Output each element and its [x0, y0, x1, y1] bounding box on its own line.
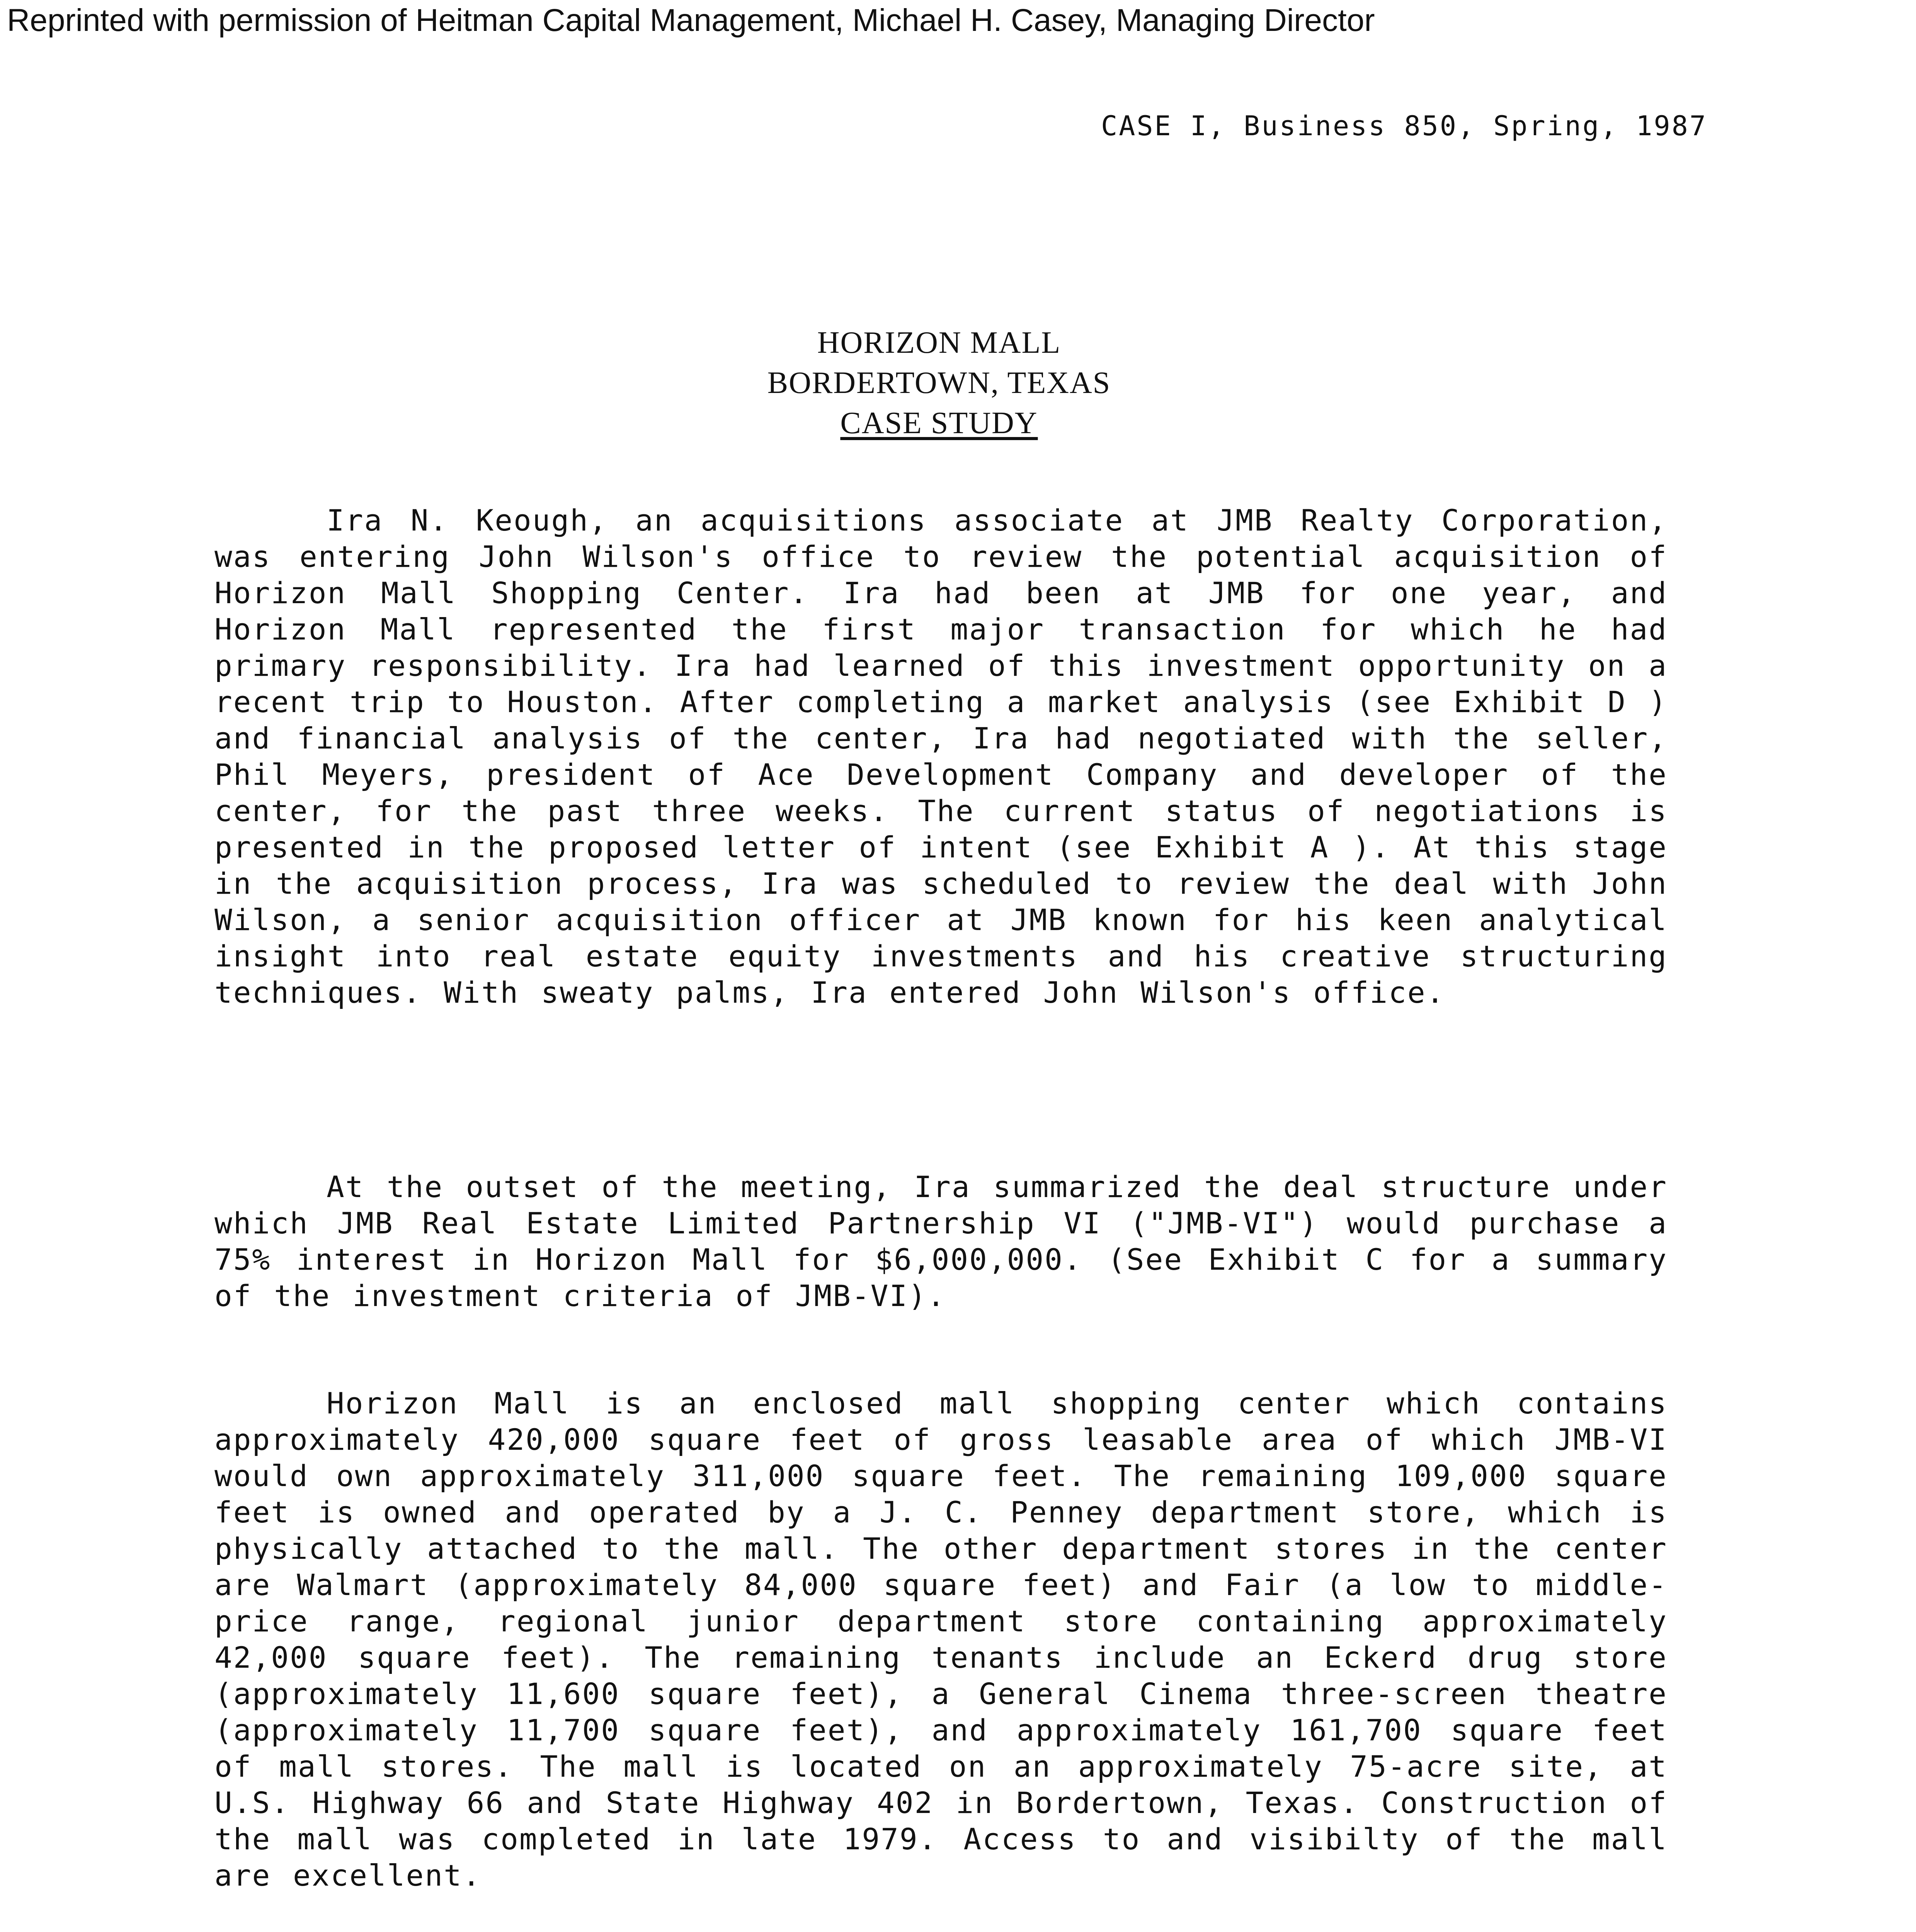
body-paragraph-2	[214, 1169, 1668, 1314]
permission-notice: Reprinted with permission of Heitman Capital Management, Michael H. Casey, Managing Director	[7, 3, 1375, 38]
paragraph-text: At the outset of the meeting, Ira summarized the deal structure under which JMB Real Estate Limited Partnership VI ("JMB-VI") would purchase a 75% interest in Horizon Mall for $6,000,000. (See Exhibit C for a summary of the investment criteria of JMB-VI).	[214, 1170, 1668, 1313]
case-header: CASE I, Business 850, Spring, 1987	[1101, 110, 1707, 142]
paragraph-text: Ira N. Keough, an acquisitions associate at JMB Realty Corporation, was entering John Wilson's office to review the potential acquisition of Horizon Mall Shopping Center. Ira had been at JMB for one year, and Horizon Mall represented the first major transaction for which he had primary responsibility. Ira had learned of this investment opportunity on a recent trip to Houston. After completing a market analysis (see Exhibit D ) and financial analysis of the center, Ira had negotiated with the seller, Phil Meyers, president of Ace Development Company and developer of the center, for the past three weeks. The current status of negotiations is presented in the proposed letter of intent (see Exhibit A ). At this stage in the acquisition process, Ira was scheduled to review the deal with John Wilson, a senior acquisition officer at JMB known for his keen analytical insight into real estate equity investments and his creative structuring techniques. With sweaty palms, Ira entered John Wilson's office.	[214, 503, 1668, 1010]
title-mall-name: HORIZON MALL	[817, 326, 1061, 360]
title-case-study: CASE STUDY	[840, 406, 1038, 440]
body-paragraph-1	[214, 502, 1668, 1011]
title-block	[618, 323, 1260, 443]
body-paragraph-3	[214, 1385, 1668, 1894]
paragraph-text: Horizon Mall is an enclosed mall shopping center which contains approximately 420,000 square feet of gross leasable area of which JMB-VI would own approximately 311,000 square feet. The remaining 109,000 square feet is owned and operated by a J. C. Penney department store, which is physically attached to the mall. The other department stores in the center are Walmart (approximately 84,000 square feet) and Fair (a low to middle-price range, regional junior department store containing approximately 42,000 square feet). The remaining tenants include an Eckerd drug store (approximately 11,600 square feet), a General Cinema three-screen theatre (approximately 11,700 square feet), and approximately 161,700 square feet of mall stores. The mall is located on an approximately 75-acre site, at U.S. Highway 66 and State Highway 402 in Bordertown, Texas. Construction of the mall was completed in late 1979. Access to and visibilty of the mall are excellent.	[214, 1386, 1668, 1893]
title-location: BORDERTOWN, TEXAS	[767, 366, 1111, 400]
